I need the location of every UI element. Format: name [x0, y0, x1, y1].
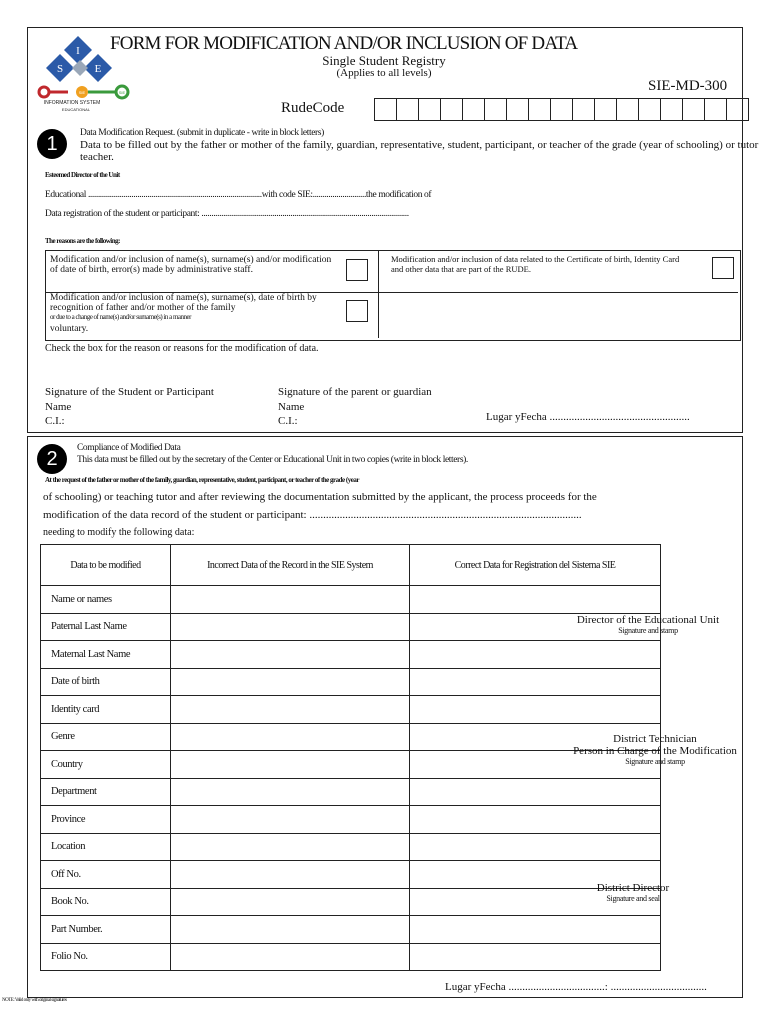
- table-row: [41, 641, 661, 669]
- correct-cell[interactable]: [410, 696, 661, 724]
- row-label: Location: [41, 833, 171, 861]
- reason-1-checkbox[interactable]: [346, 259, 368, 281]
- district-director-title: District Director: [596, 882, 670, 894]
- row-label: Date of birth: [41, 668, 171, 696]
- technician-signature-block: [548, 733, 762, 766]
- technician-title: District Technician: [613, 733, 697, 745]
- incorrect-cell[interactable]: [171, 751, 410, 779]
- request-line: At the request of the father or mother of the family, guardian, representative, student, participant, or teacher of the grade (year: [45, 476, 359, 484]
- row-label: Paternal Last Name: [41, 613, 171, 641]
- incorrect-cell[interactable]: [171, 916, 410, 944]
- row-label: Identity card: [41, 696, 171, 724]
- reason-2-text: Modification and/or inclusion of data related to the Certificate of birth, Identity Card and other data that are part of the RUDE.: [391, 254, 680, 274]
- district-director-note: Signature and seal: [606, 894, 660, 903]
- registration-line[interactable]: Data registration of the student or participant: .........................................................................................................: [45, 209, 409, 219]
- reason-1-text: Modification and/or inclusion of name(s), surname(s) and/or modification of date of birth, error(s) made by administrative staff.: [50, 255, 332, 275]
- table-header-row: [41, 545, 661, 586]
- request-line-2: of schooling) or teaching tutor and after reviewing the documentation submitted by the applicant, the process proceeds for the: [43, 491, 597, 503]
- request-line-4: needing to modify the following data:: [43, 527, 195, 538]
- row-label: Book No.: [41, 888, 171, 916]
- row-label: Name or names: [41, 586, 171, 614]
- table-row: [41, 696, 661, 724]
- incorrect-cell[interactable]: [171, 861, 410, 889]
- director-signature-block: [548, 614, 748, 635]
- section-1-badge: 1: [37, 129, 67, 159]
- request-line-3[interactable]: modification of the data record of the student or participant: ...................................................................................................: [43, 509, 582, 521]
- section-1-heading: Data Modification Request. (submit in duplicate - write in block letters): [80, 128, 324, 138]
- place-date-1[interactable]: Lugar yFecha ...................................................: [486, 411, 690, 423]
- section-1-instruction: Data to be filled out by the father or mother of the family, guardian, representative, student, participant, or teacher of the grade (year of schooling) or tutor teacher.: [80, 139, 759, 163]
- correct-cell[interactable]: [410, 586, 661, 614]
- correct-cell[interactable]: [410, 806, 661, 834]
- correct-cell[interactable]: [410, 668, 661, 696]
- row-label: Country: [41, 751, 171, 779]
- reason-3-extra: or due to a change of name(s) and/or surname(s) in a manner: [50, 313, 191, 321]
- incorrect-cell[interactable]: [171, 641, 410, 669]
- applies-note: (Applies to all levels): [336, 67, 432, 79]
- parent-name-label: Name: [278, 401, 305, 413]
- check-note: Check the box for the reason or reasons for the modification of data.: [45, 343, 319, 354]
- incorrect-cell[interactable]: [171, 723, 410, 751]
- incorrect-cell[interactable]: [171, 586, 410, 614]
- technician-note: Signature and stamp: [625, 757, 685, 766]
- form-subtitle: Single Student Registry: [322, 53, 446, 68]
- student-name-label: Name: [45, 401, 72, 413]
- educational-line[interactable]: Educational ........................................................................................with code SIE:...........................the modification of: [45, 190, 432, 200]
- table-row: [41, 778, 661, 806]
- incorrect-cell[interactable]: [171, 943, 410, 971]
- director-title: Director of the Educational Unit: [576, 614, 720, 626]
- district-director-signature-block: [548, 882, 718, 903]
- correct-cell[interactable]: [410, 916, 661, 944]
- address-line: Esteemed Director of the Unit: [45, 171, 120, 179]
- incorrect-cell[interactable]: [171, 806, 410, 834]
- logo-letter-s: S: [56, 63, 64, 75]
- table-row: [41, 806, 661, 834]
- table-row: [41, 916, 661, 944]
- student-ci-label: C.I.:: [45, 415, 65, 427]
- section-2-instruction: This data must be filled out by the secretary of the Center or Educational Unit in two copies (write in block letters).: [77, 455, 468, 465]
- incorrect-cell[interactable]: [171, 613, 410, 641]
- logo-letter-i: I: [76, 45, 80, 57]
- reasons-heading: The reasons are the following:: [45, 237, 120, 245]
- reason-3-checkbox[interactable]: [346, 300, 368, 322]
- row-label: Province: [41, 806, 171, 834]
- rude-code-input[interactable]: [375, 98, 749, 121]
- reason-3-text: Modification and/or inclusion of name(s), surname(s), date of birth by recognition of father and/or mother of the family: [50, 293, 317, 313]
- form-code: SIE-MD-300: [648, 78, 728, 94]
- incorrect-cell[interactable]: [171, 833, 410, 861]
- technician-title-2: Person in Charge of the Modification: [573, 745, 737, 757]
- form-title: FORM FOR MODIFICATION AND/OR INCLUSION OF DATA: [110, 33, 578, 54]
- logo-badge-right: SIE: [118, 90, 126, 95]
- row-label: Part Number.: [41, 916, 171, 944]
- incorrect-cell[interactable]: [171, 696, 410, 724]
- logo-caption-2: EDUCATIONAL: [61, 107, 91, 112]
- correct-cell[interactable]: [410, 778, 661, 806]
- footer-note: NOTE: Valid only with original signatures: [2, 998, 67, 1003]
- reasons-table: [45, 250, 741, 341]
- row-label: Off No.: [41, 861, 171, 889]
- parent-ci-label: C.I.:: [278, 415, 298, 427]
- reason-3-last: voluntary.: [50, 324, 89, 334]
- header-incorrect-data: Incorrect Data of the Record in the SIE System: [171, 545, 410, 586]
- table-row: [41, 833, 661, 861]
- parent-signature-label: Signature of the parent or guardian: [278, 386, 432, 398]
- table-row: [41, 668, 661, 696]
- rude-code-label: RudeCode: [281, 100, 345, 116]
- correct-cell[interactable]: [410, 943, 661, 971]
- section-2-badge: 2: [37, 444, 67, 474]
- correct-cell[interactable]: [410, 641, 661, 669]
- incorrect-cell[interactable]: [171, 888, 410, 916]
- header-correct-data: Correct Data for Registration del Sistema SIE: [410, 545, 661, 586]
- section-2-heading: Compliance of Modified Data: [77, 443, 181, 453]
- logo-badge-left: SIE: [78, 90, 86, 95]
- incorrect-cell[interactable]: [171, 668, 410, 696]
- logo-letter-e: E: [94, 63, 102, 75]
- reason-2-checkbox[interactable]: [712, 257, 734, 279]
- row-label: Folio No.: [41, 943, 171, 971]
- row-label: Maternal Last Name: [41, 641, 171, 669]
- director-note: Signature and stamp: [618, 626, 678, 635]
- incorrect-cell[interactable]: [171, 778, 410, 806]
- table-row: [41, 943, 661, 971]
- student-signature-label: Signature of the Student or Participant: [45, 386, 214, 398]
- row-label: Genre: [41, 723, 171, 751]
- correct-cell[interactable]: [410, 833, 661, 861]
- table-row: [41, 586, 661, 614]
- row-label: Department: [41, 778, 171, 806]
- header-data-to-modify: Data to be modified: [41, 545, 171, 586]
- place-date-2[interactable]: Lugar yFecha ...................................: ...................................: [445, 981, 707, 993]
- logo-caption-1: INFORMATION SYSTEM: [43, 100, 101, 106]
